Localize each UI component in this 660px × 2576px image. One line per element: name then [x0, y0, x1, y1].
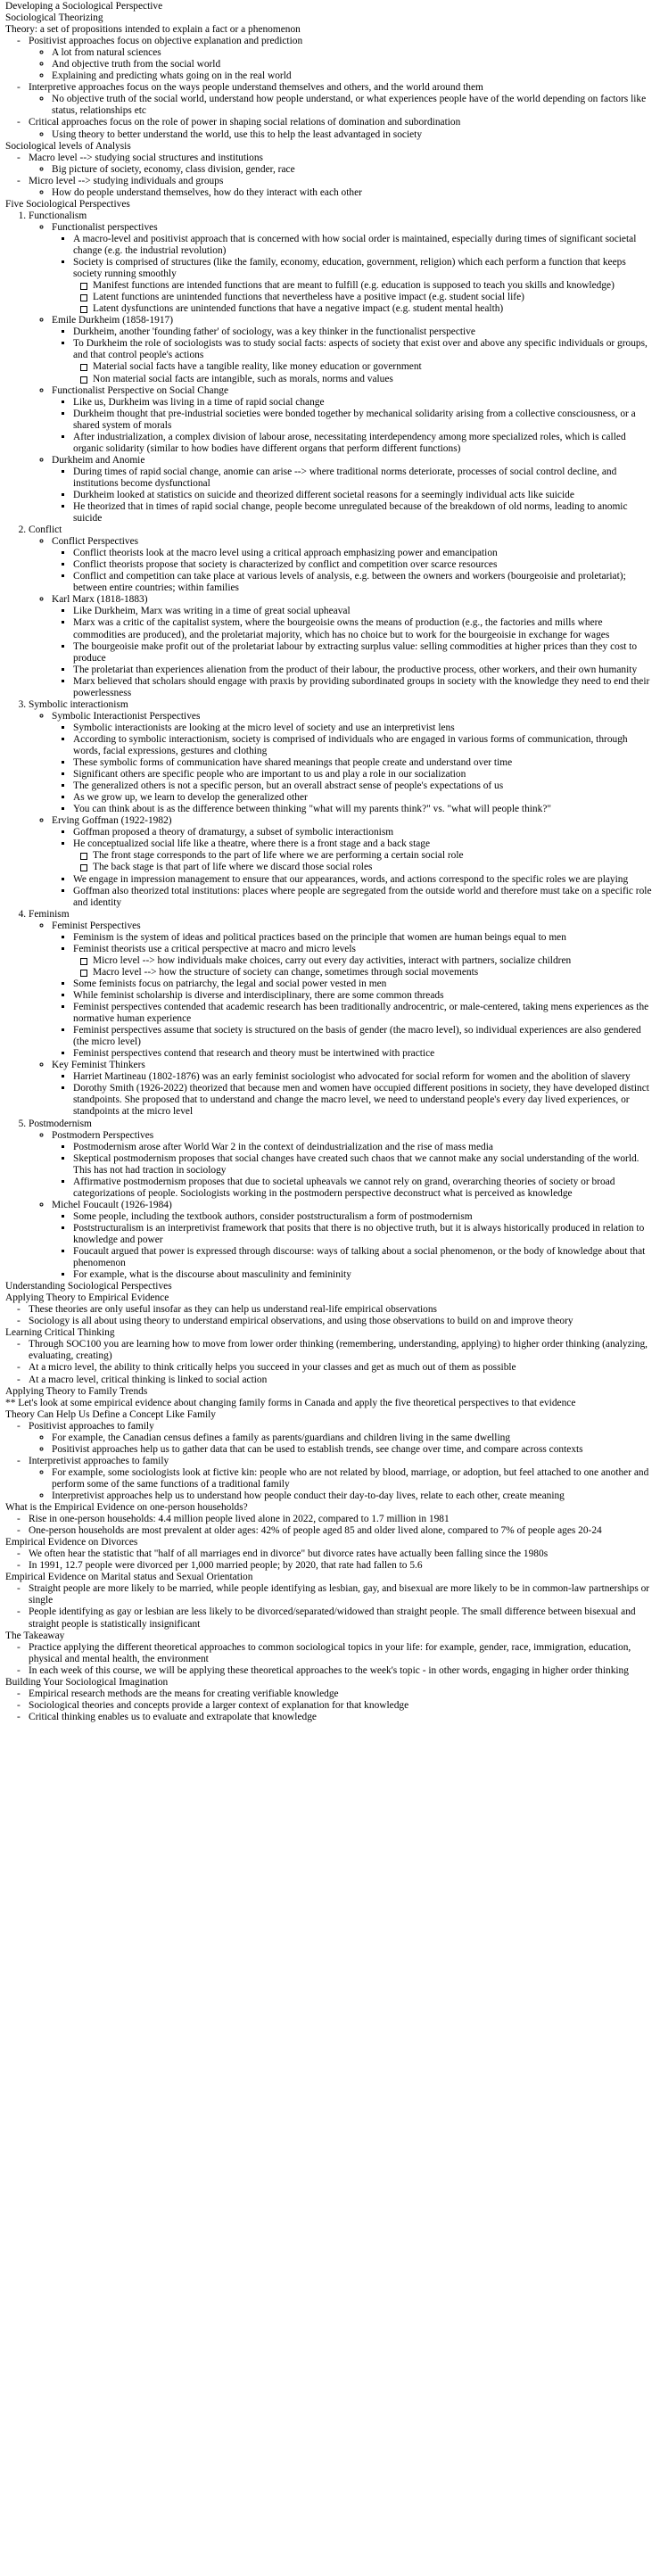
list-item-text: Harriet Martineau (1802-1876) was an early feminist sociologist who advocated for social reform for women and the abolition of slavery — [73, 1071, 631, 1083]
list-item-text: Poststructuralism is an interpretivist framework that posits that there is no objective truth, but it is always historically produced in relation to knowledge and power — [73, 1222, 645, 1245]
outline-list — [29, 1467, 655, 1502]
list-item — [93, 967, 655, 978]
outline-list — [5, 1339, 655, 1385]
list-item-text: Marx believed that scholars should engage with praxis by providing subordinated groups in society with the knowledge they need to end their powerlessness — [73, 675, 650, 698]
list-item-text: A lot from natural sciences — [52, 47, 161, 59]
list-item — [52, 536, 655, 594]
list-item-text: Durkheim looked at statistics on suicide and theorized different societal reasons for a seemingly individual acts like suicide — [73, 489, 574, 500]
list-item-text: While feminist scholarship is diverse and interdisciplinary, there are some common threads — [73, 989, 444, 1001]
list-item-text: The generalized others is not a specific person, but an overall abstract sense of people's expectations of us — [73, 780, 504, 792]
outline-list — [29, 222, 655, 524]
section-heading: Understanding Sociological Perspectives — [5, 1281, 172, 1292]
list-item — [73, 780, 655, 792]
list-item — [73, 1269, 655, 1281]
list-item-text: And objective truth from the social world — [52, 59, 221, 70]
list-item — [52, 921, 655, 1061]
list-item — [52, 1130, 655, 1200]
list-item — [29, 1560, 655, 1572]
list-item — [73, 234, 655, 257]
section-heading: The Takeaway — [5, 1630, 65, 1641]
list-item — [93, 303, 655, 315]
section-heading: Empirical Evidence on Divorces — [5, 1537, 138, 1548]
outline-list — [29, 94, 655, 117]
list-item — [73, 944, 655, 978]
list-item-text: We often hear the statistic that "half of all marriages end in divorce" but divorce rates have actually been falling since the 1980s — [29, 1548, 549, 1560]
list-item — [29, 82, 655, 117]
list-item — [93, 850, 655, 862]
section-heading: ** Let's look at some empirical evidence about changing family forms in Canada and apply the five theoretical perspectives to that evidence — [5, 1397, 576, 1408]
list-item-text: How do people understand themselves, how do they interact with each other — [52, 186, 362, 198]
list-item — [73, 665, 655, 676]
list-item — [29, 1339, 655, 1362]
list-item — [52, 222, 655, 315]
list-item-text: Erving Goffman (1922-1982) — [52, 815, 172, 827]
list-item-text: The front stage corresponds to the part of life where we are performing a certain social role — [93, 850, 464, 862]
list-item — [29, 909, 655, 1119]
list-item-text: Material social facts have a tangible reality, like money education or government — [93, 361, 422, 373]
list-item-text: Interpretivist approaches help us to understand how people conduct their day-to-day lives, relate to each other, create meaning — [52, 1490, 565, 1501]
list-item-text: Significant others are specific people who are important to us and play a role in our socialization — [73, 769, 466, 780]
section-heading: Sociological levels of Analysis — [5, 140, 131, 152]
list-item — [73, 571, 655, 594]
list-item-text: You can think about is as the difference between thinking "what will my parents think?" vs. "what will people think?" — [73, 804, 552, 815]
list-item — [73, 1211, 655, 1223]
list-item-text: Some people, including the textbook authors, consider poststructuralism a form of postmodernism — [73, 1210, 473, 1222]
list-item — [73, 804, 655, 815]
list-item — [73, 397, 655, 409]
section-heading: Theory Can Help Us Define a Concept Like Family — [5, 1408, 216, 1420]
list-item-text: Goffman proposed a theory of dramaturgy, a subset of symbolic interactionism — [73, 827, 394, 838]
list-item-text: Sociological theories and concepts provide a larger context of explanation for that knowledge — [29, 1699, 409, 1711]
list-item-text: Postmodernism — [29, 1118, 92, 1129]
list-item — [29, 1421, 655, 1456]
list-item-text: Rise in one-person households: 4.4 million people lived alone in 2022, compared to 1.7 million in 1981 — [29, 1514, 450, 1525]
list-item — [73, 617, 655, 640]
list-item — [29, 1548, 655, 1560]
list-item — [52, 1467, 655, 1490]
list-item-text: Latent functions are unintended functions that nevertheless have a positive impact (e.g. student social life) — [93, 292, 524, 303]
list-item — [52, 455, 655, 524]
list-item-text: Critical thinking enables us to evaluate and extrapolate that knowledge — [29, 1711, 317, 1722]
list-item — [52, 164, 655, 176]
list-item-text: As we grow up, we learn to develop the generalized other — [73, 792, 308, 804]
list-item-text: Through SOC100 you are learning how to move from lower order thinking (remembering, understanding, applying) to higher order thinking (analyzing, evaluating, creating) — [29, 1339, 648, 1362]
list-item — [29, 1583, 655, 1606]
list-item — [93, 862, 655, 873]
list-item — [52, 187, 655, 199]
list-item-text: Latent dysfunctions are unintended functions that have a negative impact (e.g. student mental health) — [93, 303, 504, 315]
list-item-text: Macro level --> studying social structures and institutions — [29, 152, 263, 163]
section-heading: Sociological Theorizing — [5, 12, 103, 24]
outline-list — [5, 1583, 655, 1630]
list-item — [73, 338, 655, 384]
list-item-text: Affirmative postmodernism proposes that due to societal upheavals we cannot rely on grand, overarching theories of society or broad categorizations of people. Sociologists working in the postmodern perspective deconstruct what is perceived as knowledge — [73, 1176, 615, 1199]
list-item — [52, 1060, 655, 1118]
list-item — [73, 466, 655, 490]
list-item-text: These theories are only useful insofar as they can help us understand real-life empirical observations — [29, 1304, 437, 1316]
list-item — [52, 59, 655, 70]
list-item-text: According to symbolic interactionism, society is comprised of individuals who are engaged in various forms of communication, through words, facial expressions, gestures and clothing — [73, 733, 628, 756]
outline-list — [5, 1421, 655, 1502]
list-item — [29, 36, 655, 82]
list-item-text: For example, what is the discourse about masculinity and femininity — [73, 1269, 351, 1281]
outline-list — [52, 397, 655, 455]
list-item — [73, 676, 655, 699]
list-item-text: Conflict — [29, 524, 62, 536]
outline-list — [52, 1211, 655, 1281]
list-item-text: The bourgeoisie make profit out of the proletariat labour by extracting surplus value: selling commodities at higher prices than they cost to produce — [73, 640, 638, 664]
list-item — [29, 176, 655, 199]
list-item — [29, 699, 655, 909]
outline-list — [52, 326, 655, 384]
list-item-text: Feminism is the system of ideas and political practices based on the principle that women are human beings equal to men — [73, 931, 566, 943]
list-item — [29, 1316, 655, 1327]
list-item-text: Explaining and predicting whats going on in the real world — [52, 70, 292, 82]
list-item — [73, 827, 655, 838]
outline-list — [52, 234, 655, 315]
list-item — [52, 70, 655, 82]
outline-list — [29, 1432, 655, 1456]
list-item — [73, 1002, 655, 1025]
list-item-text: One-person households are most prevalent at older ages: 42% of people aged 85 and older lived alone, compared to 7% of people ages 20-24 — [29, 1525, 602, 1537]
list-item-text: Feminist Perspectives — [52, 920, 141, 931]
list-item — [29, 1119, 655, 1282]
list-item — [52, 315, 655, 384]
outline-list — [29, 187, 655, 199]
list-item — [52, 711, 655, 815]
list-item-text: After industrialization, a complex division of labour arose, necessitating interdependency among more specialized roles, which is called organic solidarity (similar to how bodies have different organs that perform different functions) — [73, 431, 626, 454]
list-item-text: For example, some sociologists look at fictive kin: people who are not related by blood, marriage, or adoption, but feel attached to one another and perform some of the same functions of a traditional family — [52, 1466, 649, 1490]
list-item-text: Michel Foucault (1926-1984) — [52, 1199, 172, 1210]
list-item — [73, 641, 655, 665]
list-item — [29, 1362, 655, 1374]
list-item — [73, 978, 655, 990]
list-item-text: Goffman also theorized total institutions: places where people are segregated from the outside world and therefore must take on a specific role and identity — [73, 885, 652, 908]
list-item — [73, 326, 655, 338]
list-item — [73, 757, 655, 769]
list-item-text: Like us, Durkheim was living in a time of rapid social change — [73, 396, 325, 408]
list-item — [93, 374, 655, 385]
outline-list — [5, 211, 655, 1281]
list-item — [73, 722, 655, 734]
list-item — [52, 594, 655, 698]
section-heading: Building Your Sociological Imagination — [5, 1676, 169, 1688]
list-item — [52, 1200, 655, 1281]
list-item — [29, 1304, 655, 1316]
list-item — [29, 1514, 655, 1525]
list-item-text: Durkheim, another 'founding father' of sociology, was a key thinker in the functionalist perspective — [73, 326, 475, 338]
outline-list — [73, 955, 655, 978]
outline-list — [52, 827, 655, 908]
outline-list — [29, 921, 655, 1119]
list-item — [73, 257, 655, 315]
outline-list — [29, 1130, 655, 1282]
section-heading: Empirical Evidence on Marital status and Sexual Orientation — [5, 1572, 253, 1583]
list-item — [29, 1665, 655, 1677]
list-item-text: Symbolic interactionists are looking at the micro level of society and use an interpretivist lens — [73, 722, 455, 733]
outline-list — [5, 153, 655, 199]
outline-list — [5, 36, 655, 140]
list-item — [52, 129, 655, 141]
list-item — [73, 886, 655, 909]
section-heading: What is the Empirical Evidence on one-person households? — [5, 1502, 248, 1514]
outline-list — [5, 1304, 655, 1327]
list-item-text: Symbolic interactionism — [29, 698, 128, 710]
list-item — [73, 548, 655, 559]
list-item-text: At a micro level, the ability to think critically helps you succeed in your classes and get as much out of them as possible — [29, 1362, 516, 1374]
list-item-text: Dorothy Smith (1926-2022) theorized that because men and women have occupied different positions in society, they have developed distinct standpoints. She proposed that to understand and change the macro level, we need to understand people's every day lived experiences, or standpoints at the micro level — [73, 1083, 649, 1118]
list-item — [52, 815, 655, 908]
list-item — [29, 1712, 655, 1723]
list-item-text: Micro level --> how individuals make choices, carry out every day activities, interact with partners, socialize children — [93, 954, 572, 966]
list-item-text: Conflict theorists propose that society is characterized by conflict and competition over scarce resources — [73, 559, 498, 571]
list-item — [73, 932, 655, 944]
outline-list — [52, 722, 655, 815]
list-item-text: Feminist perspectives contend that research and theory must be intertwined with practice — [73, 1048, 435, 1060]
list-item-text: Emile Durkheim (1858-1917) — [52, 315, 174, 326]
list-item-text: Positivist approaches help us to gather data that can be used to establish trends, see change over time, and compare across contexts — [52, 1443, 583, 1455]
outline-list — [29, 711, 655, 909]
list-item — [73, 1177, 655, 1200]
list-item-text: Non material social facts are intangible, such as morals, norms and values — [93, 373, 393, 384]
list-item — [29, 211, 655, 524]
list-item-text: Some feminists focus on patriarchy, the legal and social power vested in men — [73, 978, 387, 989]
outline-list — [29, 536, 655, 699]
outline-list — [52, 1142, 655, 1200]
list-item-text: Empirical research methods are the means for creating verifiable knowledge — [29, 1688, 339, 1699]
list-item-text: No objective truth of the social world, understand how people understand, or what experiences people have of the world depending on factors like status, relationships etc — [52, 94, 647, 117]
list-item — [73, 606, 655, 617]
section-heading: Applying Theory to Empirical Evidence — [5, 1292, 169, 1304]
list-item-text: Karl Marx (1818-1883) — [52, 594, 148, 606]
outline-list — [73, 850, 655, 873]
outline-list — [73, 280, 655, 315]
list-item — [52, 47, 655, 59]
outline-list — [5, 1514, 655, 1537]
outline-list — [29, 164, 655, 176]
list-item-text: People identifying as gay or lesbian are less likely to be divorced/separated/widowed than straight people. The small difference between bisexual and straight people is statistically insignificant — [29, 1606, 636, 1630]
list-item — [73, 1223, 655, 1246]
list-item — [29, 1375, 655, 1386]
list-item — [73, 432, 655, 455]
list-item-text: The back stage is that part of life where we discard those social roles — [93, 862, 373, 873]
list-item-text: Postmodernism arose after World War 2 in the context of deindustrialization and the rise of mass media — [73, 1141, 493, 1152]
list-item-text: The proletariat than experiences alienation from the product of their labour, the productive process, other workers, and their own humanity — [73, 664, 638, 675]
list-item-text: In 1991, 12.7 people were divorced per 1,000 married people; by 2020, that rate had fallen to 5.6 — [29, 1560, 423, 1572]
list-item-text: Positivist approaches to family — [29, 1420, 154, 1432]
list-item — [73, 501, 655, 524]
list-item-text: We engage in impression management to ensure that our appearances, words, and actions correspond to the specific roles we are playing — [73, 873, 629, 885]
list-item — [73, 769, 655, 780]
list-item-text: For example, the Canadian census defines a family as parents/guardians and children living in the same dwelling — [52, 1432, 511, 1443]
list-item-text: He theorized that in times of rapid social change, people become unregulated because of the breakdown of old norms, leading to anomic suicide — [73, 501, 628, 524]
outline-list — [52, 606, 655, 698]
list-item-text: Skeptical postmodernism proposes that social changes have created such chaos that we cannot make any social understanding of the world. This has not had traction in sociology — [73, 1152, 639, 1176]
list-item-text: Conflict and competition can take place at various levels of analysis, e.g. between the owners and workers (bourgeoisie and proletariat); between entire countries; within families — [73, 571, 626, 594]
list-item — [52, 1444, 655, 1456]
list-item — [52, 385, 655, 455]
list-item — [52, 1432, 655, 1444]
section-heading: Developing a Sociological Perspective — [5, 1, 163, 12]
list-item-text: Straight people are more likely to be married, while people identifying as lesbian, gay, and bisexual are more likely to be in common-law partnerships or single — [29, 1583, 650, 1606]
list-item — [29, 1700, 655, 1712]
list-item — [52, 94, 655, 117]
section-heading: Applying Theory to Family Trends — [5, 1385, 148, 1397]
list-item-text: Marx was a critic of the capitalist system, where the bourgeoisie owns the means of production (e.g., the factories and mills where commodities are produced), and the proletariat majority, which has no choice but to work for the bourgeoisie in exchange for wages — [73, 617, 610, 640]
list-item-text: Society is comprised of structures (like the family, economy, education, government, religion) which each perform a function that keeps society running smoothly — [73, 257, 626, 280]
list-item — [29, 117, 655, 140]
list-item — [73, 1153, 655, 1177]
list-item-text: A macro-level and positivist approach that is concerned with how social order is maintained, especially during times of significant societal change (e.g. the industrial revolution) — [73, 233, 637, 256]
list-item-text: To Durkheim the role of sociologists was to study social facts: aspects of society that exist over and above any specific individuals or groups, and that control people's actions — [73, 338, 648, 361]
outline-list — [52, 932, 655, 1061]
outline-list — [5, 1548, 655, 1572]
list-item — [73, 838, 655, 873]
list-item — [73, 409, 655, 432]
list-item-text: Durkheim and Anomie — [52, 454, 145, 466]
list-item-text: In each week of this course, we will be applying these theoretical approaches to the week's topic - in other words, engaging in higher order thinking — [29, 1664, 629, 1676]
list-item-text: Like Durkheim, Marx was writing in a time of great social upheaval — [73, 606, 351, 617]
list-item-text: Postmodern Perspectives — [52, 1129, 154, 1141]
list-item — [29, 1642, 655, 1665]
list-item — [73, 1083, 655, 1118]
list-item-text: Positivist approaches focus on objective explanation and prediction — [29, 36, 303, 47]
list-item — [29, 153, 655, 176]
list-item-text: Functionalist Perspective on Social Change — [52, 384, 229, 396]
list-item — [29, 1456, 655, 1502]
list-item — [73, 1048, 655, 1060]
list-item-text: He conceptualized social life like a theatre, where there is a front stage and a back stage — [73, 838, 431, 850]
list-item — [29, 1525, 655, 1537]
section-heading: Five Sociological Perspectives — [5, 198, 130, 210]
list-item-text: Symbolic Interactionist Perspectives — [52, 710, 201, 722]
outline-list — [29, 129, 655, 141]
list-item-text: Key Feminist Thinkers — [52, 1060, 145, 1071]
list-item-text: Critical approaches focus on the role of power in shaping social relations of domination and subordination — [29, 117, 461, 128]
list-item — [93, 280, 655, 292]
list-item-text: At a macro level, critical thinking is linked to social action — [29, 1374, 268, 1385]
list-item — [73, 1142, 655, 1153]
list-item-text: These symbolic forms of communication have shared meanings that people create and understand over time — [73, 757, 513, 769]
list-item — [73, 490, 655, 501]
list-item — [73, 734, 655, 757]
list-item-text: Macro level --> how the structure of society can change, sometimes through social movements — [93, 966, 479, 978]
list-item-text: Feminist perspectives assume that society is structured on the basis of gender (the macro level), so individual experiences are also gendered (the micro level) — [73, 1025, 641, 1048]
list-item-text: Functionalism — [29, 210, 87, 221]
section-heading: Theory: a set of propositions intended to explain a fact or a phenomenon — [5, 24, 301, 36]
list-item — [73, 990, 655, 1002]
list-item-text: Using theory to better understand the world, use this to help the least advantaged in society — [52, 128, 423, 140]
list-item-text: Functionalist perspectives — [52, 221, 158, 233]
list-item-text: During times of rapid social change, anomie can arise --> where traditional norms deteriorate, processes of social control decline, and institutions become dysfunctional — [73, 466, 617, 489]
list-item-text: Foucault argued that power is expressed through discourse: ways of talking about a social phenomenon, or the body of knowledge about that phenomenon — [73, 1246, 646, 1269]
list-item — [93, 955, 655, 967]
outline-list — [29, 47, 655, 82]
outline-list — [52, 548, 655, 594]
list-item-text: Sociology is all about using theory to understand empirical observations, and using those observations to build on and improve theory — [29, 1316, 573, 1327]
outline-list — [5, 1688, 655, 1723]
list-item-text: Interpretivist approaches to family — [29, 1455, 169, 1466]
list-item-text: Practice applying the different theoretical approaches to common sociological topics in your life: for example, gender, race, immigration, education, physical and mental health, the environment — [29, 1641, 631, 1664]
list-item-text: Conflict Perspectives — [52, 536, 139, 548]
list-item — [29, 1688, 655, 1700]
list-item-text: Interpretive approaches focus on the ways people understand themselves and others, and the world around them — [29, 82, 483, 94]
list-item-text: Micro level --> studying individuals and groups — [29, 175, 224, 186]
list-item — [73, 874, 655, 886]
outline-list — [52, 1071, 655, 1118]
list-item-text: Conflict theorists look at the macro level using a critical approach emphasizing power and emancipation — [73, 548, 498, 559]
section-heading: Learning Critical Thinking — [5, 1327, 115, 1339]
list-item-text: Feminism — [29, 908, 70, 920]
outline-list — [52, 466, 655, 524]
list-item-text: Durkheim thought that pre-industrial societies were bonded together by mechanical solidarity arising from a collective consciousness, or a shared system of morals — [73, 408, 636, 431]
outline-list — [5, 1642, 655, 1677]
list-item — [73, 792, 655, 804]
list-item-text: Manifest functions are intended functions that are meant to fulfill (e.g. education is supposed to teach you skills and knowledge) — [93, 280, 615, 292]
list-item — [93, 361, 655, 373]
outline-list — [73, 361, 655, 384]
list-item — [93, 292, 655, 303]
list-item — [29, 1606, 655, 1630]
list-item-text: Feminist theorists use a critical perspective at macro and micro levels — [73, 943, 356, 954]
list-item — [29, 524, 655, 699]
list-item-text: Big picture of society, economy, class division, gender, race — [52, 163, 295, 175]
list-item — [73, 1071, 655, 1083]
list-item — [73, 559, 655, 571]
list-item — [73, 1246, 655, 1269]
list-item — [73, 1025, 655, 1048]
list-item — [52, 1490, 655, 1502]
list-item-text: Feminist perspectives contended that academic research has been traditionally androcentric, or male-centered, taking mens experiences as the normative human experience — [73, 1002, 649, 1025]
